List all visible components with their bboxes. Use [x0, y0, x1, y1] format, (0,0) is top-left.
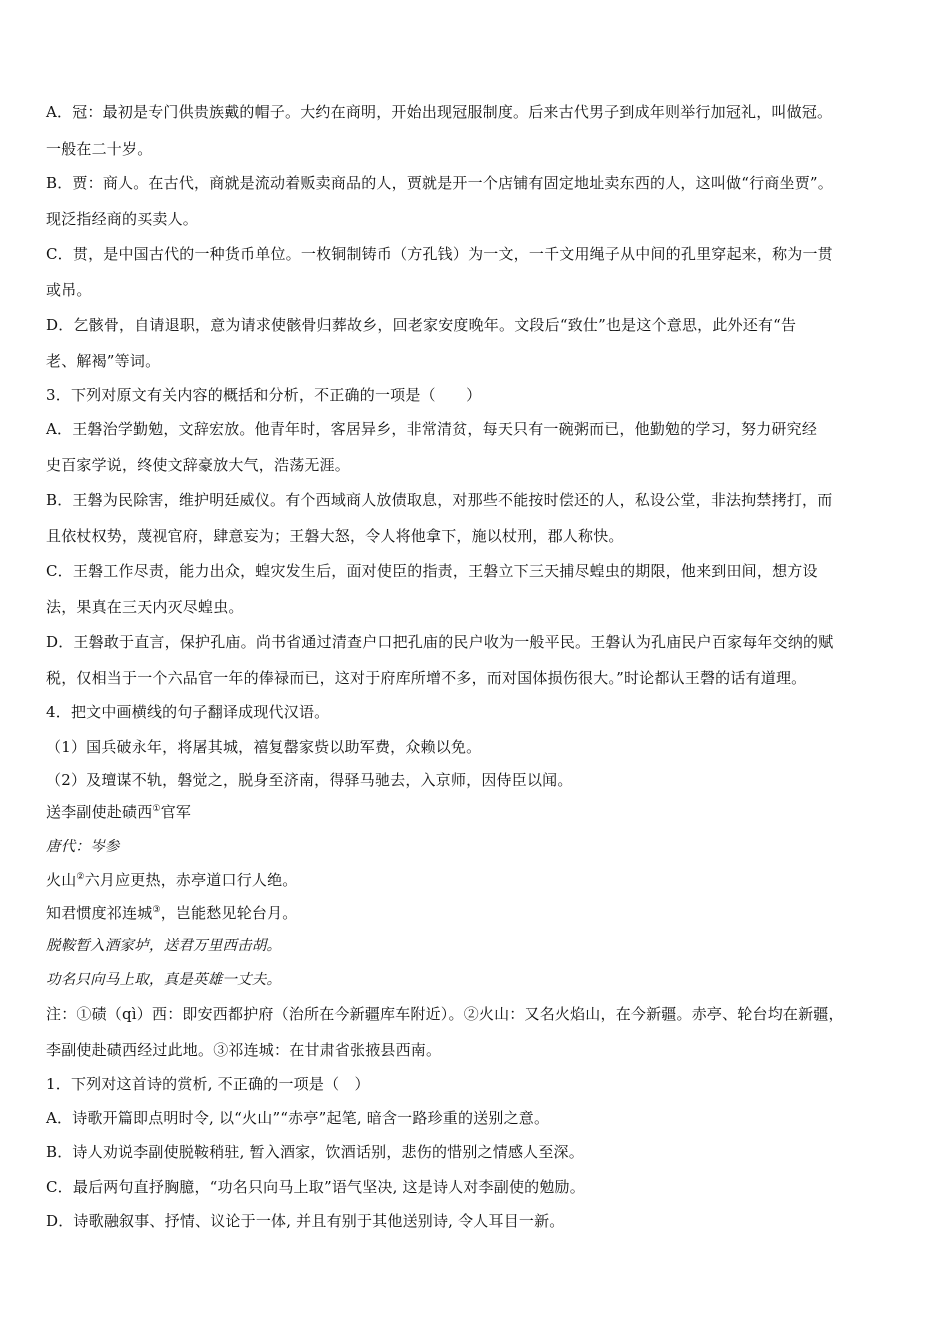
footnote-marker-2: ② [76, 872, 85, 882]
q4-item-2: （2）及璮谋不轨，磐觉之，脱身至济南，得驿马驰去，入京师，因侍臣以闻。 [46, 771, 573, 789]
poem-q1-option-d: D．诗歌融叙事、抒情、议论于一体, 并且有别于其他送别诗, 令人耳目一新。 [46, 1212, 565, 1230]
poem-q1-option-b: B．诗人劝说李副使脱鞍稍驻, 暂入酒家，饮酒话别，悲伤的惜别之情感人至深。 [46, 1143, 584, 1161]
q3-option-b-line2: 且依杖权势，蔑视官府，肆意妄为；王磐大怒，令人将他拿下，施以杖刑，郡人称快。 [46, 527, 624, 545]
q3-option-a-line2: 史百家学说，终使文辞豪放大气，浩荡无涯。 [46, 456, 351, 474]
poem-line-2-part1: 知君惯度祁连城 [46, 904, 153, 922]
poem-question-1-stem: 1．下列对这首诗的赏析, 不正确的一项是（ ） [46, 1075, 370, 1093]
option-a-line2: 一般在二十岁。 [46, 140, 153, 158]
poem-author: 唐代：岑参 [46, 839, 120, 855]
footnote-marker-3: ③ [152, 905, 161, 915]
q3-option-a-line1: A．王磐治学勤勉，文辞宏放。他青年时，客居异乡，非常清贫，每天只有一碗粥而已，他勤勉的学习，努力研究经 [46, 420, 818, 438]
option-b-line1: B．贾：商人。在古代，商就是流动着贩卖商品的人，贾就是开一个店铺有固定地址卖东西的人，这叫做“行商坐贾”。 [46, 174, 833, 192]
poem-line-3: 脱鞍暂入酒家垆，送君万里西击胡。 [46, 938, 282, 954]
option-a-line1: A．冠：最初是专门供贵族戴的帽子。大约在商明，开始出现冠服制度。后来古代男子到成年则举行加冠礼，叫做冠。 [46, 103, 833, 121]
q3-option-b-line1: B．王磐为民除害，维护明廷威仪。有个西域商人放债取息，对那些不能按时偿还的人，私设公堂，非法拘禁拷打，而 [46, 491, 833, 509]
option-c-line2: 或吊。 [46, 281, 92, 299]
q3-option-c-line1: C．王磐工作尽责，能力出众，蝗灾发生后，面对使臣的指责，王磐立下三天捕尽蝗虫的期限，他来到田间，想方设 [46, 562, 818, 580]
question-4-stem: 4．把文中画横线的句子翻译成现代汉语。 [46, 703, 330, 721]
poem-line-4: 功名只向马上取，真是英雄一丈夫。 [46, 972, 282, 988]
poem-title-part1: 送李副使赴碛西 [46, 803, 153, 821]
poem-line-1-part2: 六月应更热，赤亭道口行人绝。 [84, 871, 298, 889]
q3-option-d-line2: 税，仅相当于一个六品官一年的俸禄而已，这对于府库所增不多，而对国体损伤很大。”时论都认王磬的话有道理。 [46, 669, 807, 687]
poem-notes-line2: 李副使赴碛西经过此地。③祁连城：在甘肃省张掖县西南。 [46, 1041, 442, 1059]
option-d-line1: D．乞骸骨，自请退职，意为请求使骸骨归葬故乡，回老家安度晚年。文段后“致仕”也是这个意思，此外还有“告 [46, 316, 797, 334]
poem-line-2-part2: ，岂能愁见轮台月。 [160, 904, 298, 922]
poem-line-1-part1: 火山 [46, 871, 77, 889]
poem-title [46, 802, 191, 822]
poem-title-part2: 官军 [160, 803, 192, 821]
q3-option-d-line1: D．王磐敢于直言，保护孔庙。尚书省通过清查户口把孔庙的民户收为一般平民。王磐认为孔庙民户百家每年交纳的赋 [46, 633, 834, 651]
option-c-line1: C．贯，是中国古代的一种货币单位。一枚铜制铸币（方孔钱）为一文，一千文用绳子从中间的孔里穿起来，称为一贯 [46, 245, 833, 263]
question-3-stem: 3．下列对原文有关内容的概括和分析，不正确的一项是（ ） [46, 386, 482, 404]
option-b-line2: 现泛指经商的买卖人。 [46, 210, 199, 228]
poem-notes-line1: 注：①碛（qì）西：即安西都护府（治所在今新疆库车附近）。②火山：又名火焰山，在今新疆。赤亭、轮台均在新疆， [46, 1005, 844, 1023]
q3-option-c-line2: 法，果真在三天内灭尽蝗虫。 [46, 598, 244, 616]
poem-line-1 [46, 870, 298, 890]
poem-q1-option-c: C．最后两句直抒胸臆，“功名只向马上取”语气坚决, 这是诗人对李副使的勉励。 [46, 1178, 585, 1196]
footnote-marker-1: ① [152, 804, 161, 814]
poem-line-2 [46, 903, 298, 923]
q4-item-1: （1）国兵破永年，将屠其城，禧复罄家赀以助军费，众赖以免。 [46, 738, 482, 756]
poem-q1-option-a: A．诗歌开篇即点明时令, 以“火山”“赤亭”起笔, 暗含一路珍重的送别之意。 [46, 1109, 550, 1127]
option-d-line2: 老、解褐”等词。 [46, 352, 161, 370]
